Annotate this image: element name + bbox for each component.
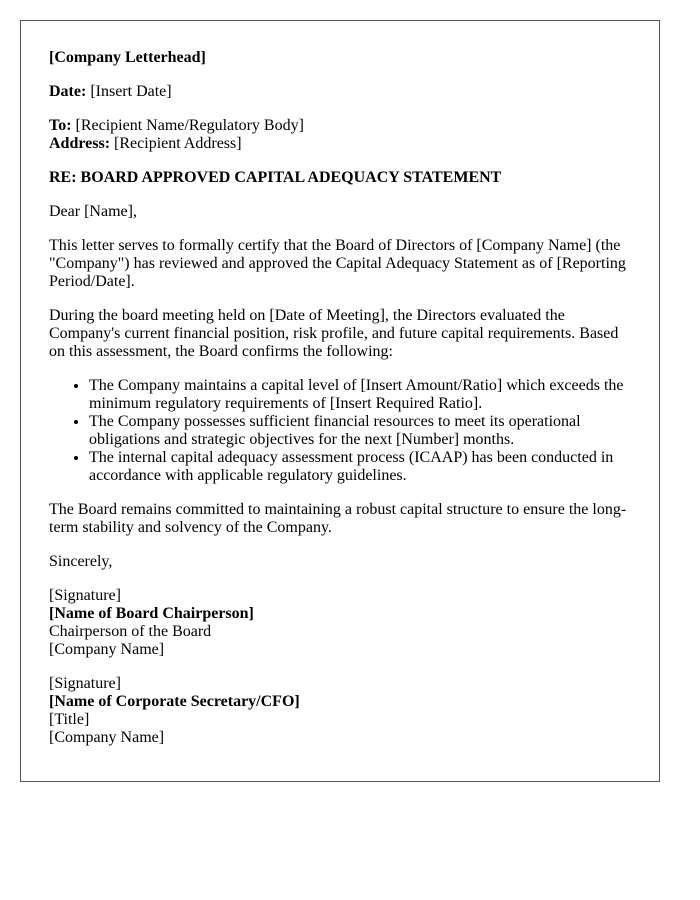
date-line bbox=[49, 83, 631, 101]
signatory-company: [Company Name] bbox=[49, 729, 165, 746]
closing: Sincerely, bbox=[49, 553, 113, 570]
address-line bbox=[49, 135, 631, 153]
signatory-title: [Title] bbox=[49, 711, 90, 728]
list-item: • The internal capital adequacy assessment process (ICAAP) has been conducted in accordance with applicable regulatory guidelines. bbox=[89, 449, 631, 485]
signature-placeholder: [Signature] bbox=[49, 587, 121, 604]
signature-block-secretary bbox=[49, 675, 631, 747]
list-item: • The Company possesses sufficient financial resources to meet its operational obligations and strategic objectives for the next [Number] months. bbox=[89, 413, 631, 449]
address-value: [Recipient Address] bbox=[114, 135, 242, 152]
date-value: [Insert Date] bbox=[90, 83, 172, 100]
to-line bbox=[49, 117, 631, 135]
signatory-company: [Company Name] bbox=[49, 641, 165, 658]
date-label: Date: bbox=[49, 83, 87, 100]
paragraph-commitment: The Board remains committed to maintaining a robust capital structure to ensure the long-term stability and solvency of the Company. bbox=[49, 501, 627, 536]
address-label: Address: bbox=[49, 135, 111, 152]
signatory-title: Chairperson of the Board bbox=[49, 623, 212, 640]
paragraph-certification: This letter serves to formally certify that the Board of Directors of [Company Name] (the "Company") has reviewed and approved the Capital Adequacy Statement as of [Reporting Period/Date]. bbox=[49, 237, 626, 290]
recipient-block bbox=[49, 117, 631, 153]
letter-document bbox=[20, 20, 660, 782]
signatory-name: [Name of Corporate Secretary/CFO] bbox=[49, 693, 300, 710]
subject-line: RE: BOARD APPROVED CAPITAL ADEQUACY STATEMENT bbox=[49, 169, 502, 186]
to-label: To: bbox=[49, 117, 72, 134]
signatory-name: [Name of Board Chairperson] bbox=[49, 605, 254, 622]
letterhead: [Company Letterhead] bbox=[49, 49, 206, 66]
to-value: [Recipient Name/Regulatory Body] bbox=[75, 117, 304, 134]
signature-block-chairperson bbox=[49, 587, 631, 659]
paragraph-assessment: During the board meeting held on [Date of Meeting], the Directors evaluated the Company's current financial position, risk profile, and future capital requirements. Based on this assessment, the Board confirms the following: bbox=[49, 307, 619, 360]
list-item: • The Company maintains a capital level of [Insert Amount/Ratio] which exceeds the minimum regulatory requirements of [Insert Required Ratio]. bbox=[89, 377, 631, 413]
signature-placeholder: [Signature] bbox=[49, 675, 121, 692]
salutation: Dear [Name], bbox=[49, 203, 137, 220]
confirmation-list bbox=[49, 377, 631, 485]
